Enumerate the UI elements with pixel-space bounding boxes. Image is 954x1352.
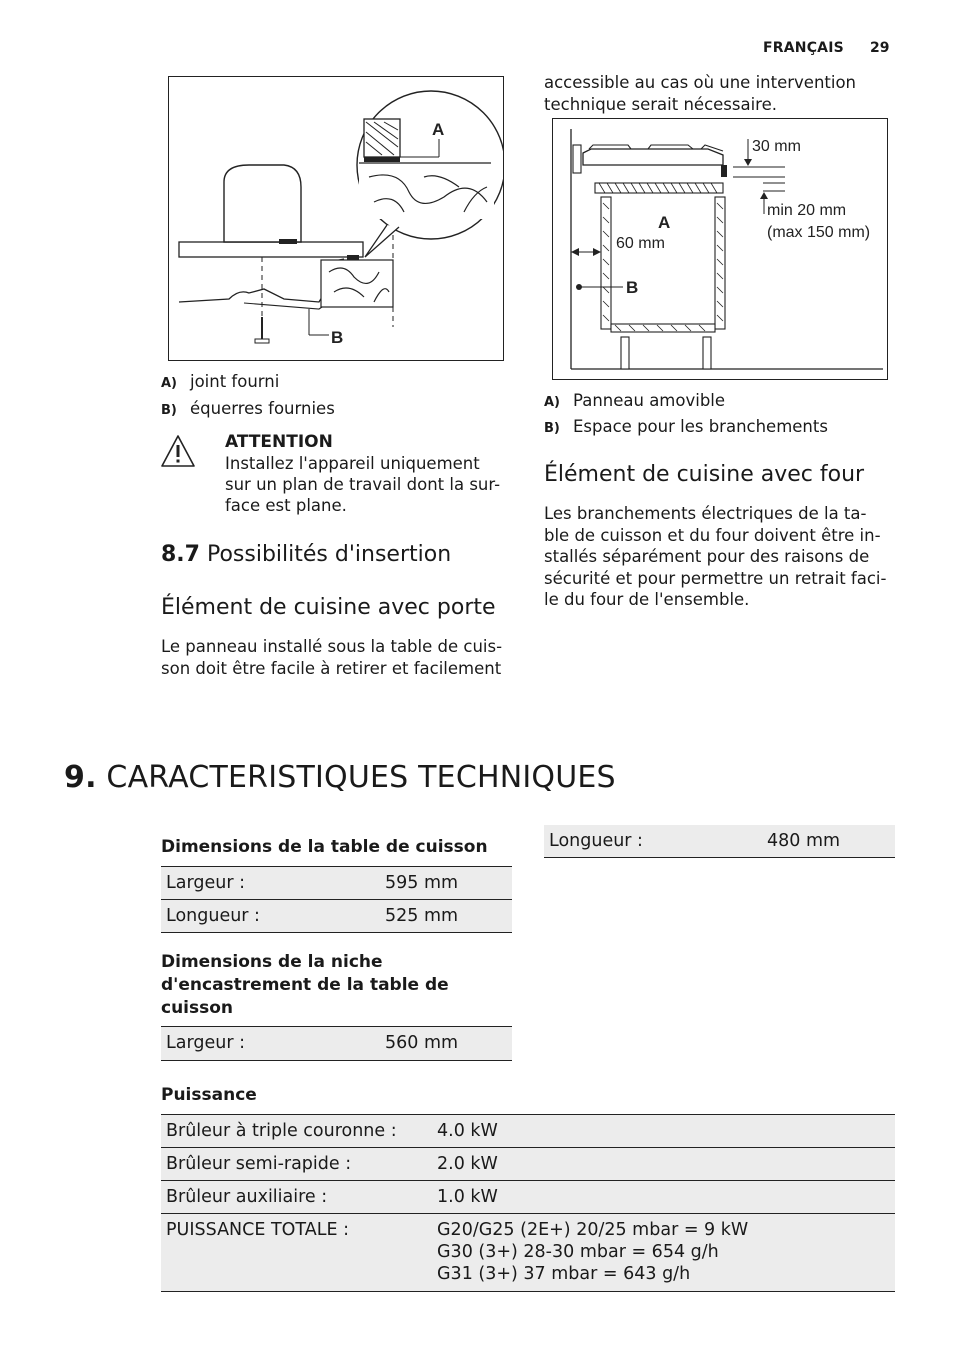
warning-icon <box>160 434 196 468</box>
porte-line: Le panneau installé sous la table de cuis- <box>161 637 503 656</box>
table-cell-value: 560 mm <box>385 1033 459 1053</box>
legend1-key: B) <box>161 403 177 418</box>
table-cell-value: 1.0 kW <box>437 1187 498 1207</box>
value-line: G20/G25 (2E+) 20/25 mbar = 9 kW <box>437 1220 749 1240</box>
legend1-text: joint fourni <box>190 372 280 391</box>
table-cell-value: 4.0 kW <box>437 1121 498 1141</box>
attention-block <box>225 432 515 516</box>
four-line: Les branchements électriques de la ta- <box>544 504 867 523</box>
figure2-label-a: A <box>658 213 671 232</box>
porte-paragraph <box>161 636 516 679</box>
table-row <box>161 1181 895 1214</box>
attention-line: sur un plan de travail dont la sur- <box>225 475 501 494</box>
niche-title-line: d'encastrement de la table de <box>161 975 449 995</box>
dim-60mm-label: 60 mm <box>616 235 665 252</box>
section-title: Possibilités d'insertion <box>206 542 452 567</box>
porte-heading: Élément de cuisine avec porte <box>161 595 496 620</box>
table-cell-label: Longueur : <box>166 906 260 926</box>
table-cell-label: Longueur : <box>549 831 643 851</box>
niche-table-title <box>161 951 449 1020</box>
power-table <box>161 1114 895 1292</box>
figure1-label-a: A <box>432 120 445 139</box>
table-row <box>161 900 512 933</box>
section-9-heading <box>64 760 616 796</box>
value-line: G31 (3+) 37 mbar = 643 g/h <box>437 1264 691 1284</box>
value-line: G30 (3+) 28-30 mbar = 654 g/h <box>437 1242 719 1262</box>
legend2-text: Panneau amovible <box>573 391 726 410</box>
legend2-key: B) <box>544 421 560 436</box>
door-cabinet-illustration <box>553 119 887 379</box>
table-row <box>161 1148 895 1181</box>
legend2-text: Espace pour les branchements <box>573 417 828 436</box>
table-cell-label: Largeur : <box>166 1033 245 1053</box>
four-heading: Élément de cuisine avec four <box>544 462 865 487</box>
page-number: 29 <box>870 40 890 56</box>
figure-door-cabinet <box>552 118 888 380</box>
legend2-key: A) <box>544 395 561 410</box>
col2-top-line: accessible au cas où une intervention <box>544 73 857 92</box>
attention-line: face est plane. <box>225 496 347 515</box>
legend1-text: équerres fournies <box>190 399 335 418</box>
legend1-item-b <box>161 398 335 422</box>
section-number: 8.7 <box>161 542 200 567</box>
legend1-key: A) <box>161 376 178 391</box>
four-line: le du four de l'ensemble. <box>544 590 750 609</box>
dims-table <box>161 866 512 933</box>
figure-seal-brackets <box>168 76 504 361</box>
dim-min20-label: min 20 mm <box>767 202 847 219</box>
table-cell-value: 595 mm <box>385 873 459 893</box>
niche-table <box>161 1026 512 1061</box>
legend2-item-a <box>544 390 725 414</box>
table-cell-label: PUISSANCE TOTALE : <box>166 1220 349 1240</box>
table-cell-label: Largeur : <box>166 873 245 893</box>
niche-table-continued <box>544 825 895 858</box>
four-line: stallés séparément pour des raisons de <box>544 547 870 566</box>
niche-title-line: cuisson <box>161 998 234 1018</box>
section-number: 9. <box>64 760 97 795</box>
table-cell-value: 525 mm <box>385 906 459 926</box>
dim-max150-label: (max 150 mm) <box>767 224 871 241</box>
attention-title: ATTENTION <box>225 432 333 452</box>
four-line: ble de cuisson et du four doivent être in- <box>544 525 881 545</box>
table-cell-label: Brûleur à triple couronne : <box>166 1121 397 1141</box>
table-row <box>161 1214 895 1292</box>
header-language: FRANÇAIS <box>763 40 844 56</box>
table-cell-value <box>437 1219 748 1285</box>
table-row <box>161 867 512 900</box>
col2-top-line: technique serait nécessaire. <box>544 94 777 114</box>
niche-title-line: Dimensions de la niche <box>161 952 383 972</box>
col2-top-paragraph <box>544 72 894 115</box>
table-row <box>544 825 895 858</box>
four-paragraph <box>544 503 904 611</box>
table-row <box>161 1027 512 1061</box>
table-cell-value: 480 mm <box>767 831 841 851</box>
four-line: sécurité et pour permettre un retrait faci- <box>544 568 887 588</box>
dim-30mm-label: 30 mm <box>752 138 801 155</box>
legend1-item-a <box>161 371 279 395</box>
section-title: CARACTERISTIQUES TECHNIQUES <box>106 760 616 795</box>
table-row <box>161 1115 895 1148</box>
table-cell-label: Brûleur auxiliaire : <box>166 1187 328 1207</box>
figure1-label-b: B <box>331 328 344 347</box>
table-cell-label: Brûleur semi-rapide : <box>166 1154 352 1174</box>
porte-line: son doit être facile à retirer et facilement <box>161 658 502 678</box>
attention-line: Installez l'appareil uniquement <box>225 454 480 473</box>
seal-brackets-illustration <box>169 77 503 360</box>
dims-table-title: Dimensions de la table de cuisson <box>161 837 488 857</box>
table-cell-value: 2.0 kW <box>437 1154 498 1174</box>
legend2-item-b <box>544 416 828 440</box>
power-table-title: Puissance <box>161 1085 257 1105</box>
section-8-7-heading <box>161 541 451 569</box>
figure2-label-b: B <box>626 278 639 297</box>
